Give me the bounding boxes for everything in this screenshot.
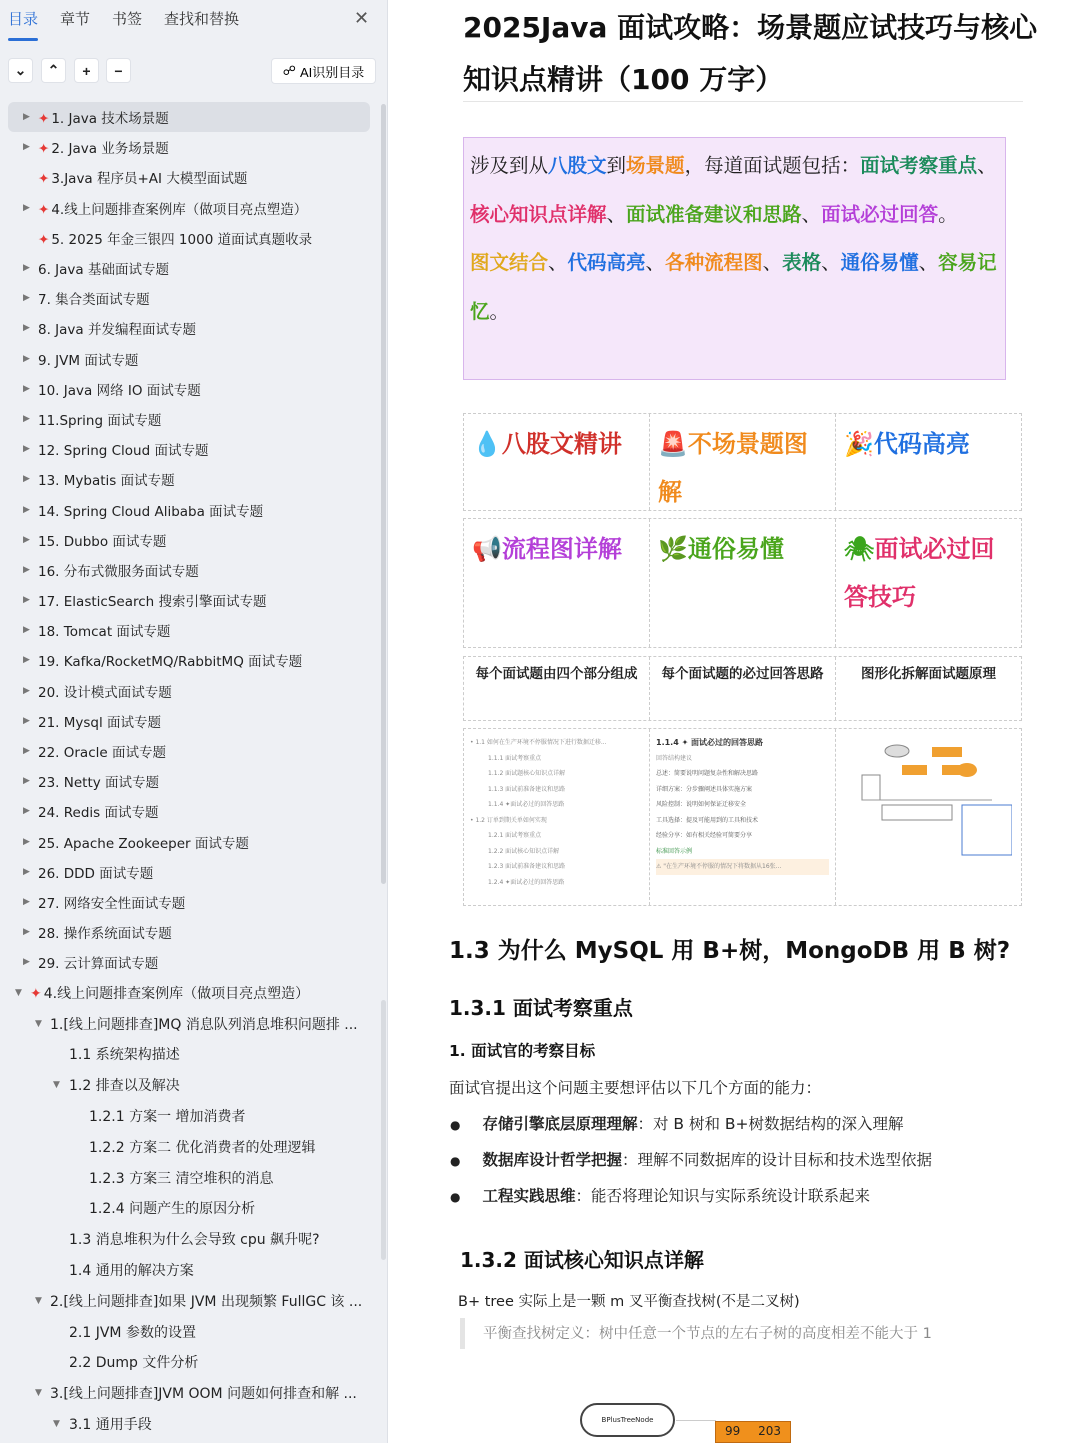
toc-item[interactable] [0, 585, 380, 615]
toc-item[interactable] [0, 162, 380, 192]
intro-segment: 场景题 [626, 154, 685, 177]
toc-item[interactable] [0, 1131, 380, 1162]
bullet-text: ：理解不同数据库的设计目标和技术选型依据 [622, 1151, 933, 1169]
feature-row-1 [463, 413, 1022, 511]
toc-item-content [30, 983, 309, 1003]
caret-right-icon[interactable]: ▶ [23, 625, 30, 636]
toc-item-content [38, 137, 169, 157]
toc-item[interactable] [0, 796, 380, 826]
thumb-line: 标准回答示例 [656, 847, 693, 855]
caret-right-icon[interactable]: ▶ [23, 293, 30, 304]
toc-item[interactable] [0, 1162, 380, 1193]
party-icon: 🎉 [844, 430, 874, 458]
toc-item-label: 20. 设计模式面试专题 [38, 684, 172, 701]
toc-item-content [69, 1322, 196, 1342]
toc-item-content [38, 409, 161, 429]
caret-right-icon[interactable]: ▶ [23, 142, 30, 153]
toc-item[interactable] [0, 615, 380, 645]
toc-item-content [38, 288, 150, 308]
toc-item[interactable] [0, 645, 380, 675]
caret-right-icon[interactable]: ▶ [23, 202, 30, 213]
toc-item-label: 1.2.2 方案二 优化消费者的处理逻辑 [89, 1139, 316, 1156]
diagram-thumbnail-image [842, 735, 1012, 885]
thumb-line: 1.2.1 面试考察重点 [488, 832, 542, 839]
toc-item-content [38, 530, 166, 550]
caret-right-icon[interactable]: ▶ [23, 504, 30, 515]
feature-cell [650, 414, 836, 510]
thumb-line: 1.1.2 面试题核心知识点详解 [488, 770, 566, 777]
toc-item-content [38, 771, 159, 791]
toc-item-label: 1. Java 技术场景题 [51, 111, 169, 128]
toc-item[interactable] [0, 706, 380, 736]
toc-item[interactable] [0, 283, 380, 313]
intro-segment: 图文结合 [470, 251, 549, 274]
toc-item[interactable] [0, 827, 380, 857]
caret-right-icon[interactable]: ▶ [23, 866, 30, 877]
intro-segment: 各种流程图 [665, 251, 763, 274]
bullet-key: 数据库设计哲学把握 [482, 1151, 622, 1169]
toc-list [0, 102, 380, 1439]
intro-segment: 、 [801, 202, 822, 226]
bullet-item [450, 1184, 870, 1206]
intro-segment: 、 [977, 154, 997, 177]
toc-item-label: 18. Tomcat 面试专题 [38, 624, 171, 641]
pin-icon: ✦ [38, 171, 50, 188]
feature-label: 八股文精讲 [501, 430, 622, 458]
toc-item-label: 15. Dubbo 面试专题 [38, 533, 167, 550]
caret-right-icon[interactable]: ▶ [23, 776, 30, 787]
toc-sidebar [0, 0, 388, 1443]
thumb-line: 回答结构建议 [656, 754, 693, 762]
toc-item-label: 7. 集合类面试专题 [38, 292, 150, 309]
toc-item[interactable] [0, 494, 380, 524]
toc-item-content [38, 711, 161, 731]
toc-item[interactable] [0, 947, 380, 977]
caret-right-icon[interactable]: ▶ [23, 564, 30, 575]
feature-label: 面试必过回答技巧 [844, 535, 995, 611]
toc-item-label: 1.2.1 方案一 增加消费者 [89, 1109, 246, 1126]
toc-item-content [38, 681, 172, 701]
thumbnail-row [463, 728, 1022, 906]
toc-item-content [69, 1044, 180, 1064]
blockquote: 平衡查找树定义：树中任意一个节点的左右子树的高度相差不能大于 1 [460, 1318, 1000, 1349]
toc-item[interactable] [0, 676, 380, 706]
intro-segment: 、 [762, 251, 783, 274]
close-icon[interactable]: ✕ [354, 8, 370, 29]
intro-segment: 面试考察重点 [860, 154, 978, 177]
toc-item-content [38, 318, 196, 338]
thumb-line: 1.1.3 面试前准备建议和思路 [488, 785, 566, 793]
toc-item-label: 26. DDD 面试专题 [38, 865, 154, 882]
heading-1-3: 1.3 为什么 MySQL 用 B+树，MongoDB 用 B 树? [449, 938, 1011, 964]
sidebar-tabs [8, 8, 239, 35]
toc-item[interactable] [0, 1285, 380, 1316]
toc-item-content [38, 832, 249, 852]
toc-item-content [69, 1075, 180, 1095]
caret-right-icon[interactable]: ▶ [23, 595, 30, 606]
intro-segment: 表格 [782, 251, 822, 274]
toc-item[interactable] [0, 555, 380, 585]
toc-item-label: 25. Apache Zookeeper 面试专题 [38, 835, 249, 852]
toc-item[interactable] [0, 1378, 380, 1409]
toc-item-label: 1.1 系统架构描述 [69, 1047, 180, 1064]
intro-segment: 到 [606, 154, 627, 177]
tab-chapters[interactable]: 章节 [60, 10, 91, 28]
toc-item-label: 2. Java 业务场景题 [51, 141, 169, 158]
bplus-text: B+ tree 实际上是一颗 m 叉平衡查找树(不是二叉树) [458, 1294, 800, 1310]
toc-item-content [38, 560, 199, 580]
feature-cell [464, 414, 650, 510]
toc-item-content [89, 1168, 274, 1188]
intro-segment: 容易记忆 [470, 251, 997, 323]
caret-right-icon[interactable]: ▶ [23, 655, 30, 666]
add-entry-button[interactable]: + [74, 58, 99, 83]
feature-label: 不场景题图解 [658, 430, 808, 506]
bullet-item [450, 1112, 904, 1134]
toc-item[interactable] [0, 193, 380, 223]
toc-item-content [69, 1414, 152, 1434]
toc-item-label: 4.线上问题排查案例库（做项目亮点塑造） [43, 985, 310, 1002]
intro-segment: 核心知识点详解 [470, 202, 607, 226]
goal-intro: 面试官提出这个问题主要想评估以下几个方面的能力： [449, 1079, 822, 1097]
toc-item-content [38, 922, 172, 942]
toc-item-label: 24. Redis 面试专题 [38, 805, 159, 822]
caret-right-icon[interactable]: ▶ [23, 746, 30, 757]
toc-item-content [69, 1260, 194, 1280]
collapse-all-button[interactable]: ⌄ [8, 58, 33, 83]
toc-item[interactable] [0, 766, 380, 796]
feature-cell [836, 519, 1021, 647]
toc-item-label: 29. 云计算面试专题 [38, 956, 159, 973]
toc-item[interactable] [0, 313, 380, 343]
thumb-line: 1.2.2 面试核心知识点详解 [488, 847, 560, 855]
toc-item-label: 5. 2025 年金三银四 1000 道面试真题收录 [51, 231, 313, 248]
caret-right-icon[interactable]: ▶ [23, 715, 30, 726]
caption-row [463, 656, 1022, 721]
caret-down-icon[interactable]: ▼ [53, 1418, 60, 1429]
caret-right-icon[interactable]: ▶ [23, 263, 30, 274]
diagram-arrow [676, 1420, 716, 1421]
toc-item[interactable] [0, 917, 380, 947]
thumbnail-diagram [836, 729, 1021, 905]
caret-down-icon[interactable]: ▼ [35, 1388, 42, 1399]
ai-icon: ☍ [282, 63, 296, 78]
feature-label: 流程图详解 [501, 535, 622, 563]
thumb-line: 1.1.1 面试考察重点 [488, 754, 542, 762]
thumb-line: 1.1.4 ✦面试必过的回答思路 [488, 801, 565, 808]
toc-item-content [69, 1229, 320, 1249]
thumb-line: 总述：简要说明问题复杂性和解决思路 [656, 770, 759, 777]
toc-item-content [38, 650, 302, 670]
thumb-line: 1.1.4 ✦ 面试必过的回答思路 [656, 738, 764, 747]
feature-cell [464, 519, 650, 647]
thumb-line: ⚠ "在生产环境不停服的情况下将数据从16张... [656, 859, 829, 875]
feature-row-2 [463, 518, 1022, 648]
caret-right-icon[interactable]: ▶ [23, 444, 30, 455]
thumb-line: 风险控制：说明如何保证迁移安全 [656, 801, 747, 808]
toc-item-label: 16. 分布式微服务面试专题 [38, 563, 199, 580]
toc-item-content [38, 167, 247, 187]
toc-item-content [89, 1106, 246, 1126]
bullet-key: 工程实践思维 [482, 1187, 576, 1205]
toc-item-content [38, 107, 169, 127]
toc-item-content [50, 1383, 357, 1403]
remove-entry-button[interactable]: − [106, 58, 131, 83]
divider [463, 101, 1023, 102]
feature-label: 通俗易懂 [687, 535, 784, 563]
caret-right-icon[interactable]: ▶ [23, 353, 30, 364]
intro-segment: 、 [548, 251, 568, 274]
ai-recognize-toc-button[interactable] [271, 58, 376, 84]
thumb-line: 详细方案：分步骤阐述具体实施方案 [656, 785, 753, 793]
diagram-node [715, 1421, 791, 1443]
toc-item-label: 1.3 消息堆积为什么会导致 cpu 飙升呢? [69, 1232, 320, 1249]
toc-item-label: 10. Java 网络 IO 面试专题 [38, 382, 201, 399]
toc-item-label: 4.线上问题排查案例库（做项目亮点塑造） [51, 201, 308, 218]
pin-icon: ✦ [38, 111, 50, 128]
toc-item-content [38, 349, 138, 369]
doc-title: 2025Java 面试攻略：场景题应试技巧与核心知识点精讲（100 万字） [463, 11, 1038, 96]
caret-right-icon[interactable]: ▶ [23, 534, 30, 545]
toc-item-content [38, 952, 158, 972]
siren-icon: 🚨 [658, 430, 688, 458]
toc-item-label: 1.2.3 方案三 清空堆积的消息 [89, 1170, 274, 1187]
toc-item-label: 14. Spring Cloud Alibaba 面试专题 [38, 503, 264, 520]
toc-item-content [38, 439, 208, 459]
caret-right-icon[interactable]: ▶ [23, 112, 30, 123]
pin-icon: ✦ [38, 201, 50, 218]
toc-item-content [38, 469, 175, 489]
thumb-line: 经验分享：如有相关经验可简要分享 [656, 832, 753, 839]
scrollbar-lower[interactable] [381, 1000, 386, 1260]
thumb-line: • 1.2 订单到期关单如何实现 [470, 816, 547, 824]
thumb-line: 1.2.3 面试前准备建议和思路 [488, 863, 566, 870]
heading-goal: 1. 面试官的考察目标 [449, 1042, 596, 1060]
caret-right-icon[interactable]: ▶ [23, 383, 30, 394]
node-key: 99 [724, 1424, 741, 1438]
toc-item[interactable] [0, 253, 380, 283]
scrollbar[interactable] [381, 104, 386, 884]
toc-item[interactable] [0, 404, 380, 434]
thumb-line: • 1.1 如何在生产环境不停服情况下进行数据迁移... [470, 739, 607, 746]
intro-segment: 通俗易懂 [840, 251, 919, 274]
toc-item-label: 13. Mybatis 面试专题 [38, 473, 175, 490]
toc-item-label: 9. JVM 面试专题 [38, 352, 139, 369]
thumbnail-toc [464, 729, 650, 905]
toc-item-content [89, 1137, 316, 1157]
toc-item-content [38, 198, 307, 218]
toc-item-content [89, 1198, 255, 1218]
toc-item-content [38, 590, 267, 610]
toc-item-label: 12. Spring Cloud 面试专题 [38, 443, 209, 460]
drop-icon: 💧 [472, 430, 502, 458]
tab-toc[interactable]: 目录 [8, 8, 38, 35]
toc-item-content [38, 801, 159, 821]
node-key: 203 [758, 1424, 782, 1438]
bullet-text: ：对 B 树和 B+树数据结构的深入理解 [637, 1115, 904, 1133]
thumbnail-answer [650, 729, 836, 905]
toc-item[interactable] [0, 887, 380, 917]
toc-item-content [69, 1352, 198, 1372]
pin-icon: ✦ [30, 985, 42, 1002]
toc-item-label: 3.Java 程序员+AI 大模型面试题 [51, 171, 248, 188]
toc-item-content [38, 892, 185, 912]
toc-item[interactable] [0, 464, 380, 494]
toc-item-label: 2.[线上问题排查]如果 JVM 出现频繁 FullGC 该 ... [50, 1293, 363, 1310]
toc-item[interactable] [0, 344, 380, 374]
feature-cell [650, 519, 836, 647]
toc-item-label: 1.4 通用的解决方案 [69, 1263, 194, 1279]
toc-item[interactable] [0, 223, 380, 253]
toc-item-content [38, 228, 312, 248]
intro-segment: 、 [821, 251, 841, 274]
caption-cell: 图形化拆解面试题原理 [861, 666, 996, 682]
toc-item[interactable] [0, 1008, 380, 1039]
pin-icon: ✦ [38, 141, 50, 158]
caret-down-icon[interactable]: ▼ [35, 1295, 42, 1306]
caret-right-icon[interactable]: ▶ [23, 323, 30, 334]
toc-item[interactable] [8, 102, 370, 132]
bullet-item [450, 1148, 932, 1170]
tab-find-replace[interactable]: 查找和替换 [164, 10, 240, 28]
toc-item-label: 21. Mysql 面试专题 [38, 714, 162, 731]
intro-segment: ，每道面试题包括： [684, 154, 861, 177]
heading-1-3-2: 1.3.2 面试核心知识点详解 [460, 1248, 704, 1272]
toc-item[interactable] [0, 977, 380, 1008]
intro-segment: 、 [645, 251, 666, 274]
toc-item-label: 3.1 通用手段 [69, 1416, 152, 1433]
intro-segment: 、 [918, 251, 939, 274]
toc-item-label: 6. Java 基础面试专题 [38, 262, 169, 279]
intro-segment: 涉及到从 [470, 154, 549, 177]
toc-item[interactable] [0, 1409, 380, 1440]
intro-segment: 面试准备建议和思路 [626, 202, 802, 226]
toc-item-content [38, 620, 170, 640]
toc-item-label: 2.2 Dump 文件分析 [69, 1355, 199, 1372]
toc-item[interactable] [0, 1347, 380, 1378]
bullet-text: ：能否将理论知识与实际系统设计联系起来 [575, 1187, 871, 1205]
intro-segment: 八股文 [548, 154, 607, 177]
toc-item[interactable] [0, 434, 380, 464]
toc-item[interactable] [0, 1316, 380, 1347]
toc-item-label: 11.Spring 面试专题 [38, 412, 162, 429]
toc-item-content [50, 1014, 358, 1034]
toc-item[interactable] [0, 736, 380, 766]
bullet-key: 存储引擎底层原理理解 [482, 1115, 638, 1133]
caret-right-icon[interactable]: ▶ [23, 957, 30, 968]
toc-item-label: 1.2.4 问题产生的原因分析 [89, 1201, 256, 1218]
caret-right-icon[interactable]: ▶ [23, 806, 30, 817]
intro-segment: 面试必过回答 [821, 202, 939, 226]
toc-item[interactable] [0, 1039, 380, 1070]
tab-bookmarks[interactable]: 书签 [112, 10, 143, 28]
ai-button-label: AI识别目录 [299, 64, 365, 80]
leaf-icon: 🌿 [658, 535, 688, 563]
toc-item-content [50, 1291, 362, 1311]
toc-item-label: 3.[线上问题排查]JVM OOM 问题如何排查和解 ... [50, 1386, 357, 1403]
feature-cell [836, 414, 1021, 510]
thumb-line: 1.2.4 ✦面试必过的回答思路 [488, 878, 565, 886]
pin-icon: ✦ [38, 231, 50, 248]
caret-right-icon[interactable]: ▶ [23, 685, 30, 696]
toc-item-label: 8. Java 并发编程面试专题 [38, 322, 196, 339]
thumb-line: 工具选择：提及可能用到的工具和技术 [656, 816, 759, 824]
toc-item[interactable] [0, 525, 380, 555]
caret-right-icon[interactable]: ▶ [23, 413, 30, 424]
toc-item[interactable] [0, 1193, 380, 1224]
toc-item[interactable] [0, 1070, 380, 1101]
intro-segment: 。 [938, 202, 958, 226]
caret-right-icon[interactable]: ▶ [23, 474, 30, 485]
toc-item-label: 22. Oracle 面试专题 [38, 745, 166, 762]
spider-icon: 🕷 [844, 535, 875, 563]
toc-item[interactable] [0, 1101, 380, 1132]
megaphone-icon: 📢 [472, 535, 502, 563]
toc-item-label: 28. 操作系统面试专题 [38, 926, 172, 943]
toc-item-content [38, 500, 263, 520]
toc-item-label: 1.2 排查以及解决 [69, 1078, 180, 1095]
toc-item-label: 17. ElasticSearch 搜索引擎面试专题 [38, 594, 267, 611]
intro-segment: 、 [606, 202, 627, 226]
toc-item[interactable] [0, 1224, 380, 1255]
toc-item-content [38, 258, 169, 278]
toc-item[interactable] [0, 374, 380, 404]
toc-item[interactable] [0, 857, 380, 887]
toc-item[interactable] [0, 132, 380, 162]
toc-item[interactable] [0, 1255, 380, 1286]
toc-item-label: 2.1 JVM 参数的设置 [69, 1324, 196, 1341]
toc-item-label: 1.[线上问题排查]MQ 消息队列消息堆积问题排 ... [50, 1016, 358, 1033]
feature-label: 代码高亮 [873, 430, 970, 458]
toc-item-label: 19. Kafka/RocketMQ/RabbitMQ 面试专题 [38, 654, 303, 671]
caret-right-icon[interactable]: ▶ [23, 896, 30, 907]
caret-right-icon[interactable]: ▶ [23, 836, 30, 847]
toc-item-content [38, 741, 166, 761]
caret-right-icon[interactable]: ▶ [23, 927, 30, 938]
intro-segment: 。 [489, 299, 510, 323]
toc-item-content [38, 379, 201, 399]
caption-cell: 每个面试题由四个部分组成 [464, 657, 650, 720]
caret-down-icon[interactable]: ▼ [53, 1080, 60, 1091]
intro-box [463, 137, 1006, 380]
toc-item-label: 23. Netty 面试专题 [38, 775, 160, 792]
toc-item-label: 27. 网络安全性面试专题 [38, 895, 186, 912]
caret-down-icon[interactable]: ▼ [15, 987, 22, 998]
toc-item-content [38, 862, 153, 882]
diagram-cloud: BPlusTreeNode [580, 1403, 675, 1437]
caption-cell: 每个面试题的必过回答思路 [650, 657, 836, 720]
caret-down-icon[interactable]: ▼ [35, 1018, 42, 1029]
heading-1-3-1: 1.3.1 面试考察重点 [449, 996, 633, 1020]
intro-segment: 代码高亮 [567, 251, 646, 274]
expand-up-button[interactable]: ⌃ [41, 58, 66, 83]
